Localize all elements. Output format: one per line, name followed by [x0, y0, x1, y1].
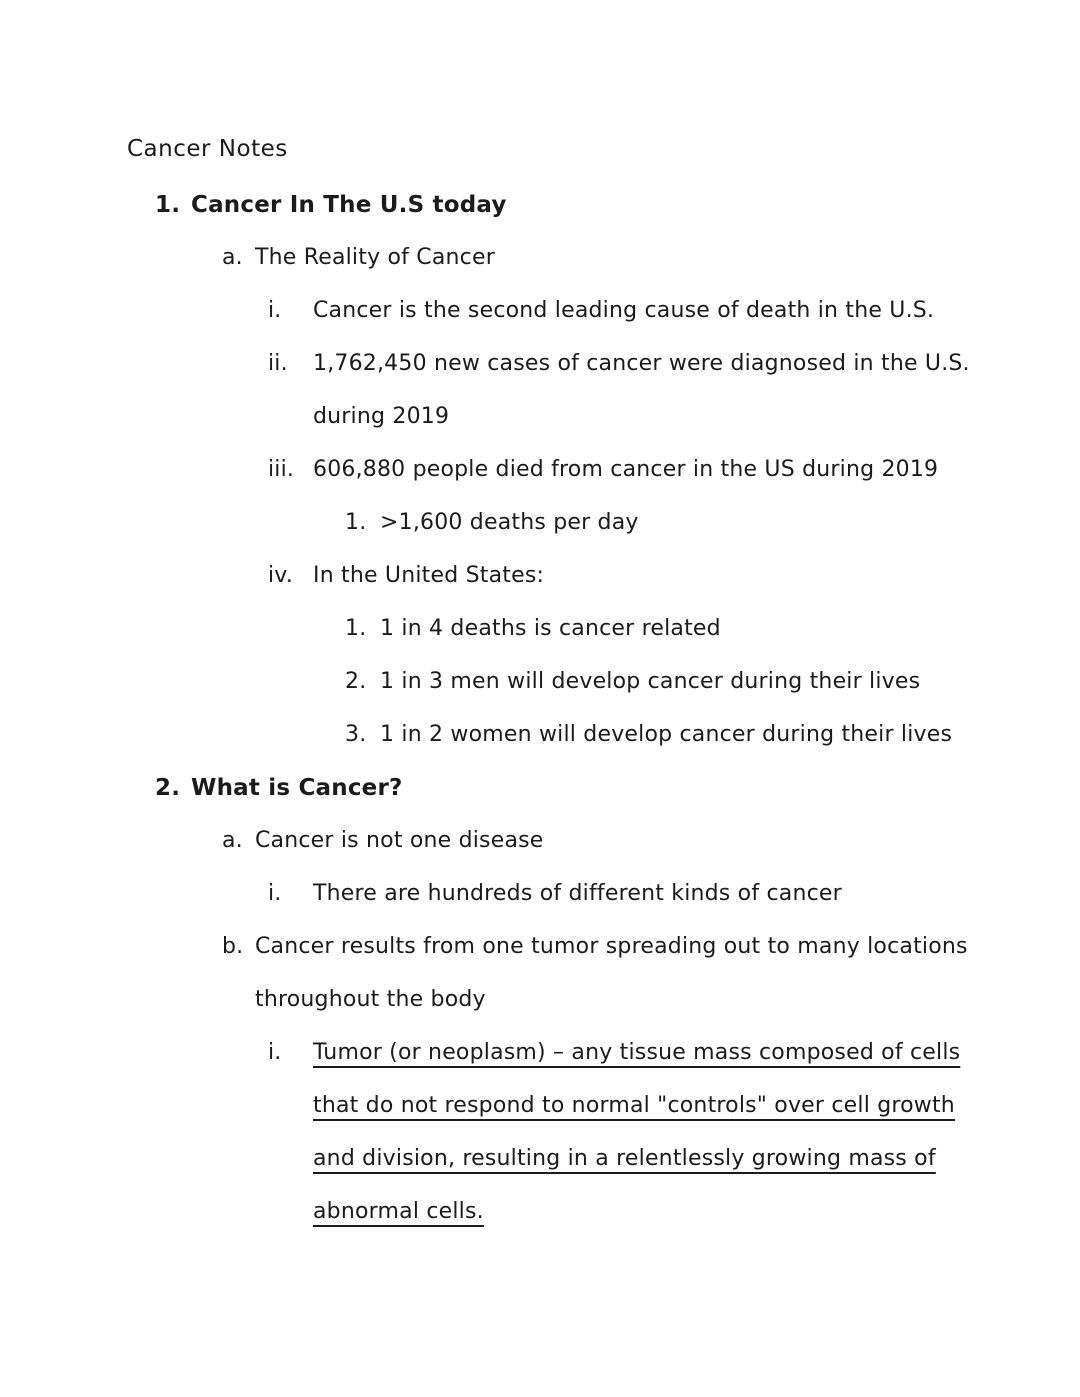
list-marker: iv. — [268, 563, 294, 588]
list-marker: a. — [222, 245, 243, 270]
list-text: Cancer is the second leading cause of death in the U.S. — [313, 298, 935, 323]
outline-line-section-2 — [0, 775, 1080, 828]
list-text: In the United States: — [313, 563, 545, 588]
outline-line-hundreds-of-kinds — [0, 881, 1080, 934]
list-text: 1,762,450 new cases of cancer were diagnosed in the U.S. — [313, 351, 970, 376]
list-text: There are hundreds of different kinds of cancer — [313, 881, 842, 906]
list-text: during 2019 — [313, 404, 450, 429]
list-marker: 1. — [155, 192, 181, 218]
list-marker: 1. — [345, 510, 367, 535]
outline-line-in-the-united-states — [0, 563, 1080, 616]
list-text: >1,600 deaths per day — [380, 510, 639, 535]
outline-line-tumor-definition-4 — [0, 1199, 1080, 1252]
list-text: and division, resulting in a relentlessly growing mass of — [313, 1146, 936, 1171]
list-marker: 2. — [345, 669, 367, 694]
outline-line-deaths-2019 — [0, 457, 1080, 510]
list-text: Cancer is not one disease — [255, 828, 544, 853]
list-marker: b. — [222, 934, 244, 959]
list-text: What is Cancer? — [191, 775, 403, 801]
outline-line-tumor-definition-1 — [0, 1040, 1080, 1093]
outline-line-new-cases-continuation — [0, 404, 1080, 457]
list-marker: i. — [268, 881, 282, 906]
outline-line-tumor-definition-3 — [0, 1146, 1080, 1199]
list-text: that do not respond to normal "controls" over cell growth — [313, 1093, 955, 1118]
list-text: throughout the body — [255, 987, 486, 1012]
list-marker: 1. — [345, 616, 367, 641]
list-text: Tumor (or neoplasm) – any tissue mass composed of cells — [313, 1040, 961, 1065]
list-text: 1 in 2 women will develop cancer during their lives — [380, 722, 953, 747]
list-text: 606,880 people died from cancer in the US during 2019 — [313, 457, 939, 482]
outline-line-reality-of-cancer — [0, 245, 1080, 298]
outline-line-deaths-per-day — [0, 510, 1080, 563]
outline-line-second-leading-cause — [0, 298, 1080, 351]
page-title: Cancer Notes — [127, 136, 288, 162]
list-marker: 3. — [345, 722, 367, 747]
outline-line-1-in-4 — [0, 616, 1080, 669]
outline-line-not-one-disease — [0, 828, 1080, 881]
list-marker: i. — [268, 298, 282, 323]
list-text: abnormal cells. — [313, 1199, 484, 1224]
list-text: Cancer results from one tumor spreading out to many locations — [255, 934, 968, 959]
list-text: 1 in 3 men will develop cancer during their lives — [380, 669, 921, 694]
outline-line-section-1 — [0, 192, 1080, 245]
list-marker: 2. — [155, 775, 181, 801]
outline-line-1-in-2-women — [0, 722, 1080, 775]
list-marker: ii. — [268, 351, 288, 376]
list-marker: a. — [222, 828, 243, 853]
list-marker: iii. — [268, 457, 295, 482]
list-marker: i. — [268, 1040, 282, 1065]
outline-line-1-in-3-men — [0, 669, 1080, 722]
outline — [0, 192, 1080, 1252]
list-text: Cancer In The U.S today — [191, 192, 507, 218]
outline-line-new-cases — [0, 351, 1080, 404]
outline-line-tumor-definition-2 — [0, 1093, 1080, 1146]
outline-line-tumor-spreading-continuation — [0, 987, 1080, 1040]
outline-line-tumor-spreading — [0, 934, 1080, 987]
list-text: 1 in 4 deaths is cancer related — [380, 616, 721, 641]
list-text: The Reality of Cancer — [255, 245, 495, 270]
